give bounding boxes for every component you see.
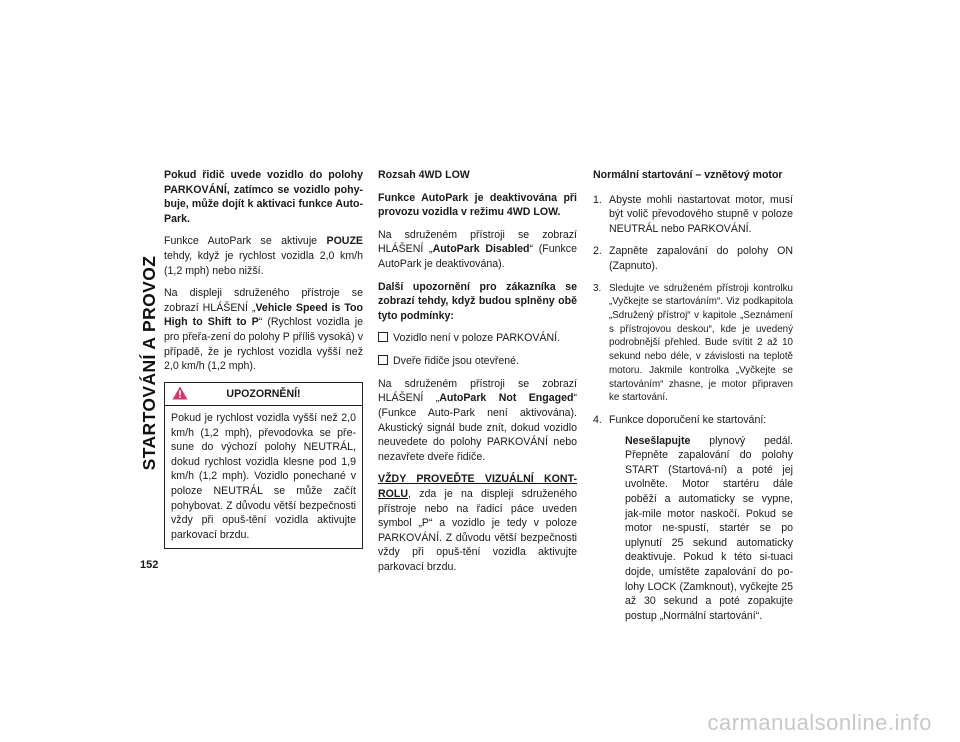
column-1 — [164, 168, 363, 549]
text-run: , zda je na displeji sdruženého přístroje nebo na řadicí páce uveden symbol „P“ a vozidlo je tedy v poloze PARKOVÁNÍ. Z důvodu větší bezpečnosti vždy při opuš-tění vozidla aktivujte parkovací brzdu. — [378, 487, 577, 574]
text-run: “ (Funkce AutoPark je deaktivována). — [378, 243, 577, 271]
watermark: carmanualsonline.info — [707, 709, 932, 735]
condition-item — [378, 331, 577, 346]
side-title-text: STARTOVÁNÍ A PROVOZ — [138, 255, 159, 471]
warning-title: UPOZORNĚNÍ! — [226, 387, 301, 400]
speed-message — [164, 286, 363, 374]
item-text: Sledujte ve sdruženém přístroji kontrolku „Vyčkejte se startováním“. Viz podkapitola „Sdružený přístroj“ v kapitole „Seznámení s přístrojovou deskou“, kde je uvedený podrobnější přehled. Bude svítit 2 až 10 sekund nebo déle, v závislosti na teplotě motoru. Jakmile kontrolka „Vyčkejte se startováním“ zhasne, je motor připraven ke startování. — [609, 282, 793, 404]
column-3 — [593, 168, 793, 632]
column-2 — [378, 168, 577, 583]
disabled-message — [378, 228, 577, 272]
autopark-activation — [164, 234, 363, 278]
steps-list — [593, 193, 793, 624]
not-engaged-message — [378, 377, 577, 465]
checkbox-icon — [378, 355, 388, 365]
text-run-bold: AutoPark Not Engaged — [439, 392, 574, 405]
text-run: tehdy, když je rychlost vozidla 2,0 km/h (1,2 mph) nebo nižší. — [164, 250, 363, 277]
item-number: 1. — [593, 193, 602, 206]
text-run: “ (Funkce Auto-Park není aktivována). Akustický signál bude znít, dokud vozidlo neuvedete do polohy PARKOVÁNÍ nebo nezavřete dveře řidiče. — [378, 392, 577, 463]
text-run-bold: POUZE — [326, 235, 363, 248]
side-title — [138, 162, 160, 564]
list-item — [593, 193, 793, 237]
text-run: Na sdruženém přístroji se zobrazí HLÁŠENÍ „ — [378, 377, 577, 405]
list-item — [593, 282, 793, 405]
text-run: “ (Rychlost vozidla je pro přeřa-zení do polohy P příliš vysoká) v případě, že je rychlost vozidla vyšší než 2,0 km/h (1,2 mph). — [164, 316, 363, 373]
list-item — [593, 413, 793, 624]
page-number: 152 — [140, 559, 159, 571]
condition-item — [378, 354, 577, 369]
condition-text: Vozidlo není v poloze PARKOVÁNÍ. — [393, 332, 561, 345]
conditions-intro: Další upozornění pro zákazníka se zobrazí tehdy, když budou splněny obě tyto podmínky: — [378, 280, 577, 322]
warning-triangle-icon — [172, 386, 188, 400]
item-text: Funkce doporučení ke startování: — [609, 413, 767, 426]
warning-header — [165, 383, 362, 406]
list-item — [593, 244, 793, 273]
item-text: Abyste mohli nastartovat motor, musí být volič převodového stupně v poloze NEUTRÁL nebo PARKOVÁNÍ. — [609, 193, 793, 235]
text-run: plynový pedál. Přepněte zapalování do polohy START (Startová-ní) a poté jej uvolněte. Motor startéru dále poběží a automaticky se vypne, jak-mile motor naskočí. Pokud se motor ne-spustí, startér se po uplynutí 25 sekund automaticky deaktivuje. Pokud k této si-tuaci dojde, umístěte zapalování do po-lohy LOCK (Zamknout), vyčkejte 25 až 30 sekund a poté zopakujte postup „Normální startování“. — [625, 434, 793, 622]
range-heading: Rozsah 4WD LOW — [378, 169, 470, 181]
condition-text: Dveře řidiče jsou otevřené. — [393, 355, 520, 368]
item-text: Zapněte zapalování do polohy ON (Zapnuto). — [609, 245, 793, 273]
text-run: Na displeji sdruženého přístroje se zobrazí HLÁŠENÍ „ — [164, 287, 363, 314]
text-run-underlined: VŽDY PROVEĎTE VIZUÁLNÍ KONT-ROLU — [378, 473, 577, 500]
warning-box — [164, 382, 363, 549]
item-4-detail — [609, 434, 793, 624]
text-run: Funkce AutoPark se aktivuje — [164, 235, 327, 248]
section-heading: Normální startování – vznětový motor — [593, 169, 783, 181]
item-number: 3. — [593, 282, 602, 294]
autopark-intro: Pokud řidič uvede vozidlo do polohy PARKOVÁNÍ, zatímco se vozidlo pohy-buje, může dojít k aktivaci funkce Auto-Park. — [164, 169, 363, 225]
text-run-bold: AutoPark Disabled — [432, 243, 530, 256]
checkbox-icon — [378, 332, 388, 342]
range-deactivation: Funkce AutoPark je deaktivována při provozu vozidla v režimu 4WD LOW. — [378, 191, 577, 219]
item-number: 4. — [593, 413, 602, 426]
visual-check — [378, 472, 577, 574]
text-run-bold: Nesešlapujte — [625, 434, 691, 447]
warning-body — [165, 406, 362, 548]
item-number: 2. — [593, 245, 602, 258]
text-run-bold: Vehicle Speed is Too High to Shift to P — [164, 301, 363, 329]
warning-text: Pokud je rychlost vozidla vyšší než 2,0 km/h (1,2 mph), převodovka se pře-sune do výchozí polohy NEUTRÁL, dokud rychlost vozidla klesne pod 1,9 km/h (1,2 mph). Vozidlo ponechané v poloze NEUTRÁL se může začít pohybovat. Z důvodu větší bezpečnosti vždy při opuš-tění vozidla aktivujte parkovací brzdu. — [171, 411, 356, 541]
text-run: Na sdruženém přístroji se zobrazí HLÁŠENÍ „ — [378, 228, 577, 256]
